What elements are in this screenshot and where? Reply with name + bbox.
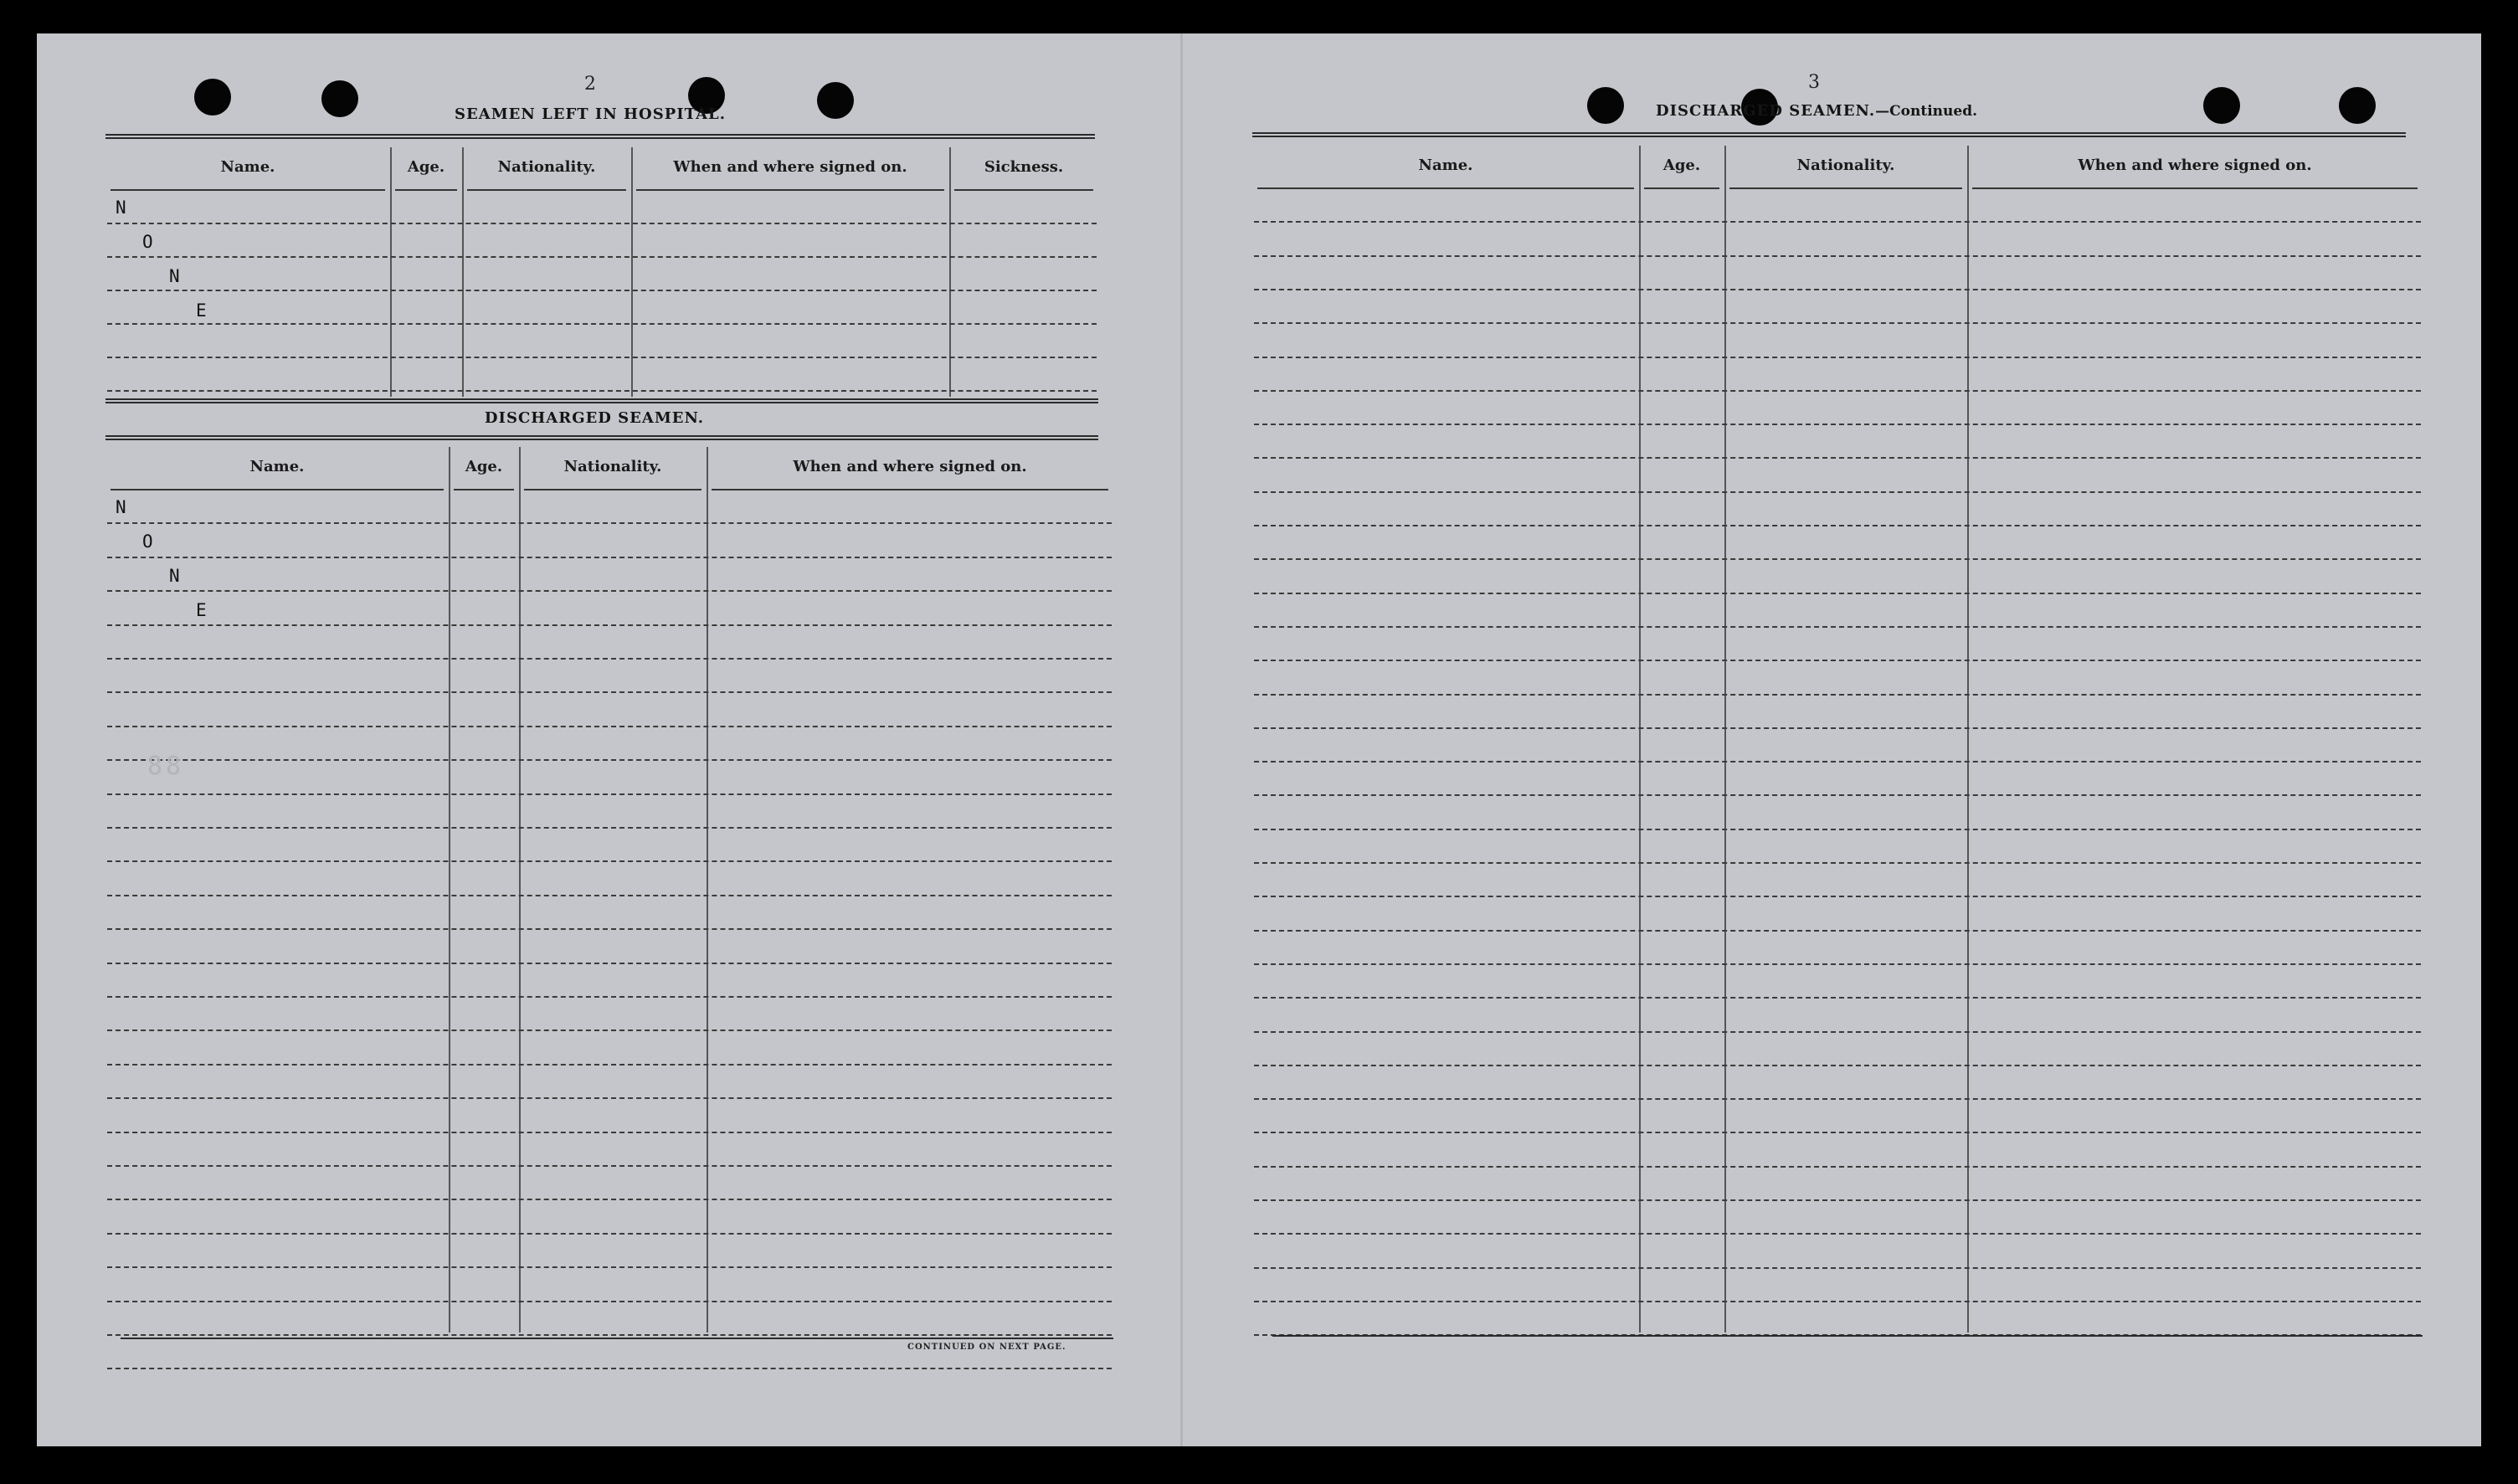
discharged-continued-row xyxy=(1254,491,2421,493)
column-header-age: Age. xyxy=(465,457,503,475)
discharged-row xyxy=(107,963,1112,964)
column-divider xyxy=(631,147,633,397)
column-header-nationality: Nationality. xyxy=(497,157,596,176)
hospital-table xyxy=(105,144,1098,397)
header-underline xyxy=(395,189,457,191)
header-underline xyxy=(712,489,1108,490)
punch-hole xyxy=(194,79,231,116)
title-text: DISCHARGED SEAMEN. xyxy=(1655,102,1876,120)
column-header-when-and-where-signed-on: When and where signed on. xyxy=(793,457,1027,475)
discharged-continued-row xyxy=(1254,761,2421,763)
discharged-continued-row xyxy=(1254,862,2421,864)
header-underline xyxy=(636,189,944,191)
column-header-age: Age. xyxy=(1662,156,1701,174)
column-header-sickness: Sickness. xyxy=(984,157,1064,176)
discharged-continued-row xyxy=(1254,896,2421,897)
discharged-row xyxy=(107,1097,1112,1099)
discharged-row xyxy=(107,996,1112,998)
discharged-continued-row xyxy=(1254,593,2421,594)
discharged-row xyxy=(107,1266,1112,1268)
show-through-mark: 88 xyxy=(147,752,185,781)
discharged-continued-row xyxy=(1254,727,2421,729)
section-rule xyxy=(105,435,1098,440)
discharged-row xyxy=(107,895,1112,896)
header-underline xyxy=(110,189,385,191)
discharged-row xyxy=(107,1165,1112,1167)
discharged-continued-row xyxy=(1254,829,2421,830)
discharged-continued-row xyxy=(1254,1199,2421,1201)
discharged-continued-row xyxy=(1254,1098,2421,1100)
column-divider xyxy=(462,147,464,397)
header-underline xyxy=(1729,187,1962,189)
discharged-continued-row xyxy=(1254,626,2421,628)
discharged-row xyxy=(107,1301,1112,1302)
discharged-row xyxy=(107,691,1112,693)
discharged-section-title: DISCHARGED SEAMEN. xyxy=(484,409,705,427)
discharged-continued-row xyxy=(1254,289,2421,290)
title-rule xyxy=(1252,132,2406,137)
discharged-row xyxy=(107,1368,1112,1369)
discharged-continued-row xyxy=(1254,1233,2421,1235)
hospital-row xyxy=(107,390,1097,392)
hospital-row xyxy=(107,256,1097,258)
column-header-when-and-where-signed-on: When and where signed on. xyxy=(2078,156,2312,174)
column-header-age: Age. xyxy=(407,157,445,176)
discharged-row xyxy=(107,1233,1112,1235)
typed-entry-letter: E xyxy=(196,600,207,620)
discharged-continued-row xyxy=(1254,1301,2421,1302)
discharged-continued-row xyxy=(1254,457,2421,459)
typed-entry-letter: N xyxy=(169,566,180,586)
column-header-name: Name. xyxy=(249,457,305,475)
discharged-row xyxy=(107,1132,1112,1133)
punch-hole xyxy=(2203,87,2240,124)
discharged-continued-row xyxy=(1254,1065,2421,1066)
header-underline xyxy=(1257,187,1634,189)
discharged-continued-row xyxy=(1254,357,2421,358)
discharged-continued-row xyxy=(1254,1166,2421,1168)
discharged-row xyxy=(107,522,1112,524)
discharged-row xyxy=(107,827,1112,829)
header-underline xyxy=(1644,187,1719,189)
hospital-row xyxy=(107,223,1097,224)
typed-entry-letter: E xyxy=(196,300,207,321)
bottom-rule xyxy=(121,1338,1113,1339)
typed-entry-letter: N xyxy=(116,198,126,218)
discharged-row xyxy=(107,1334,1112,1336)
typed-entry-letter: O xyxy=(142,531,153,552)
column-divider xyxy=(390,147,392,397)
header-underline xyxy=(524,489,701,490)
hospital-row xyxy=(107,323,1097,325)
discharged-continued-title xyxy=(1524,102,2109,120)
discharged-continued-row xyxy=(1254,1031,2421,1033)
discharged-continued-row xyxy=(1254,1267,2421,1269)
discharged-continued-row xyxy=(1254,794,2421,796)
discharged-row xyxy=(107,793,1112,795)
discharged-continued-row xyxy=(1254,525,2421,526)
discharged-row xyxy=(107,860,1112,862)
discharged-row xyxy=(107,590,1112,592)
discharged-continued-row xyxy=(1254,221,2421,223)
bottom-rule xyxy=(1272,1335,2423,1337)
discharged-continued-row xyxy=(1254,963,2421,965)
punch-hole xyxy=(2339,87,2376,124)
discharged-continued-row xyxy=(1254,997,2421,999)
header-underline xyxy=(454,489,514,490)
page-number: 3 xyxy=(1808,72,1820,93)
discharged-row xyxy=(107,726,1112,727)
discharged-continued-row xyxy=(1254,694,2421,696)
header-underline xyxy=(110,489,444,490)
column-header-nationality: Nationality. xyxy=(1796,156,1895,174)
discharged-row xyxy=(107,658,1112,660)
hospital-row xyxy=(107,290,1097,291)
hospital-section-title: SEAMEN LEFT IN HOSPITAL. xyxy=(455,105,726,123)
discharged-continued-row xyxy=(1254,558,2421,560)
discharged-row xyxy=(107,1199,1112,1200)
header-underline xyxy=(467,189,626,191)
discharged-continued-row xyxy=(1254,322,2421,324)
column-header-name: Name. xyxy=(1418,156,1473,174)
discharged-row xyxy=(107,759,1112,761)
column-header-name: Name. xyxy=(220,157,275,176)
section-rule xyxy=(105,398,1098,403)
typed-entry-letter: O xyxy=(142,232,153,252)
discharged-continued-row xyxy=(1254,424,2421,425)
discharged-row xyxy=(107,928,1112,930)
title-rule xyxy=(105,134,1095,139)
page-fold xyxy=(1180,33,1183,1446)
discharged-continued-table xyxy=(1252,142,2423,1333)
typed-entry-letter: N xyxy=(116,497,126,517)
column-header-nationality: Nationality. xyxy=(563,457,662,475)
continued-note: CONTINUED ON NEXT PAGE. xyxy=(907,1343,1066,1352)
title-continued: —Continued. xyxy=(1875,103,1978,120)
discharged-continued-row xyxy=(1254,390,2421,392)
page-number: 2 xyxy=(584,74,596,95)
discharged-row xyxy=(107,557,1112,558)
discharged-row xyxy=(107,1064,1112,1066)
header-underline xyxy=(954,189,1093,191)
discharged-continued-row xyxy=(1254,930,2421,932)
typed-entry-letter: N xyxy=(169,266,180,286)
discharged-table xyxy=(105,444,1113,1333)
hospital-row xyxy=(107,357,1097,358)
column-header-when-and-where-signed-on: When and where signed on. xyxy=(673,157,907,176)
header-underline xyxy=(1972,187,2418,189)
discharged-continued-row xyxy=(1254,1132,2421,1133)
discharged-row xyxy=(107,1030,1112,1031)
column-divider xyxy=(949,147,951,397)
discharged-continued-row xyxy=(1254,660,2421,661)
discharged-continued-row xyxy=(1254,255,2421,257)
discharged-row xyxy=(107,624,1112,626)
